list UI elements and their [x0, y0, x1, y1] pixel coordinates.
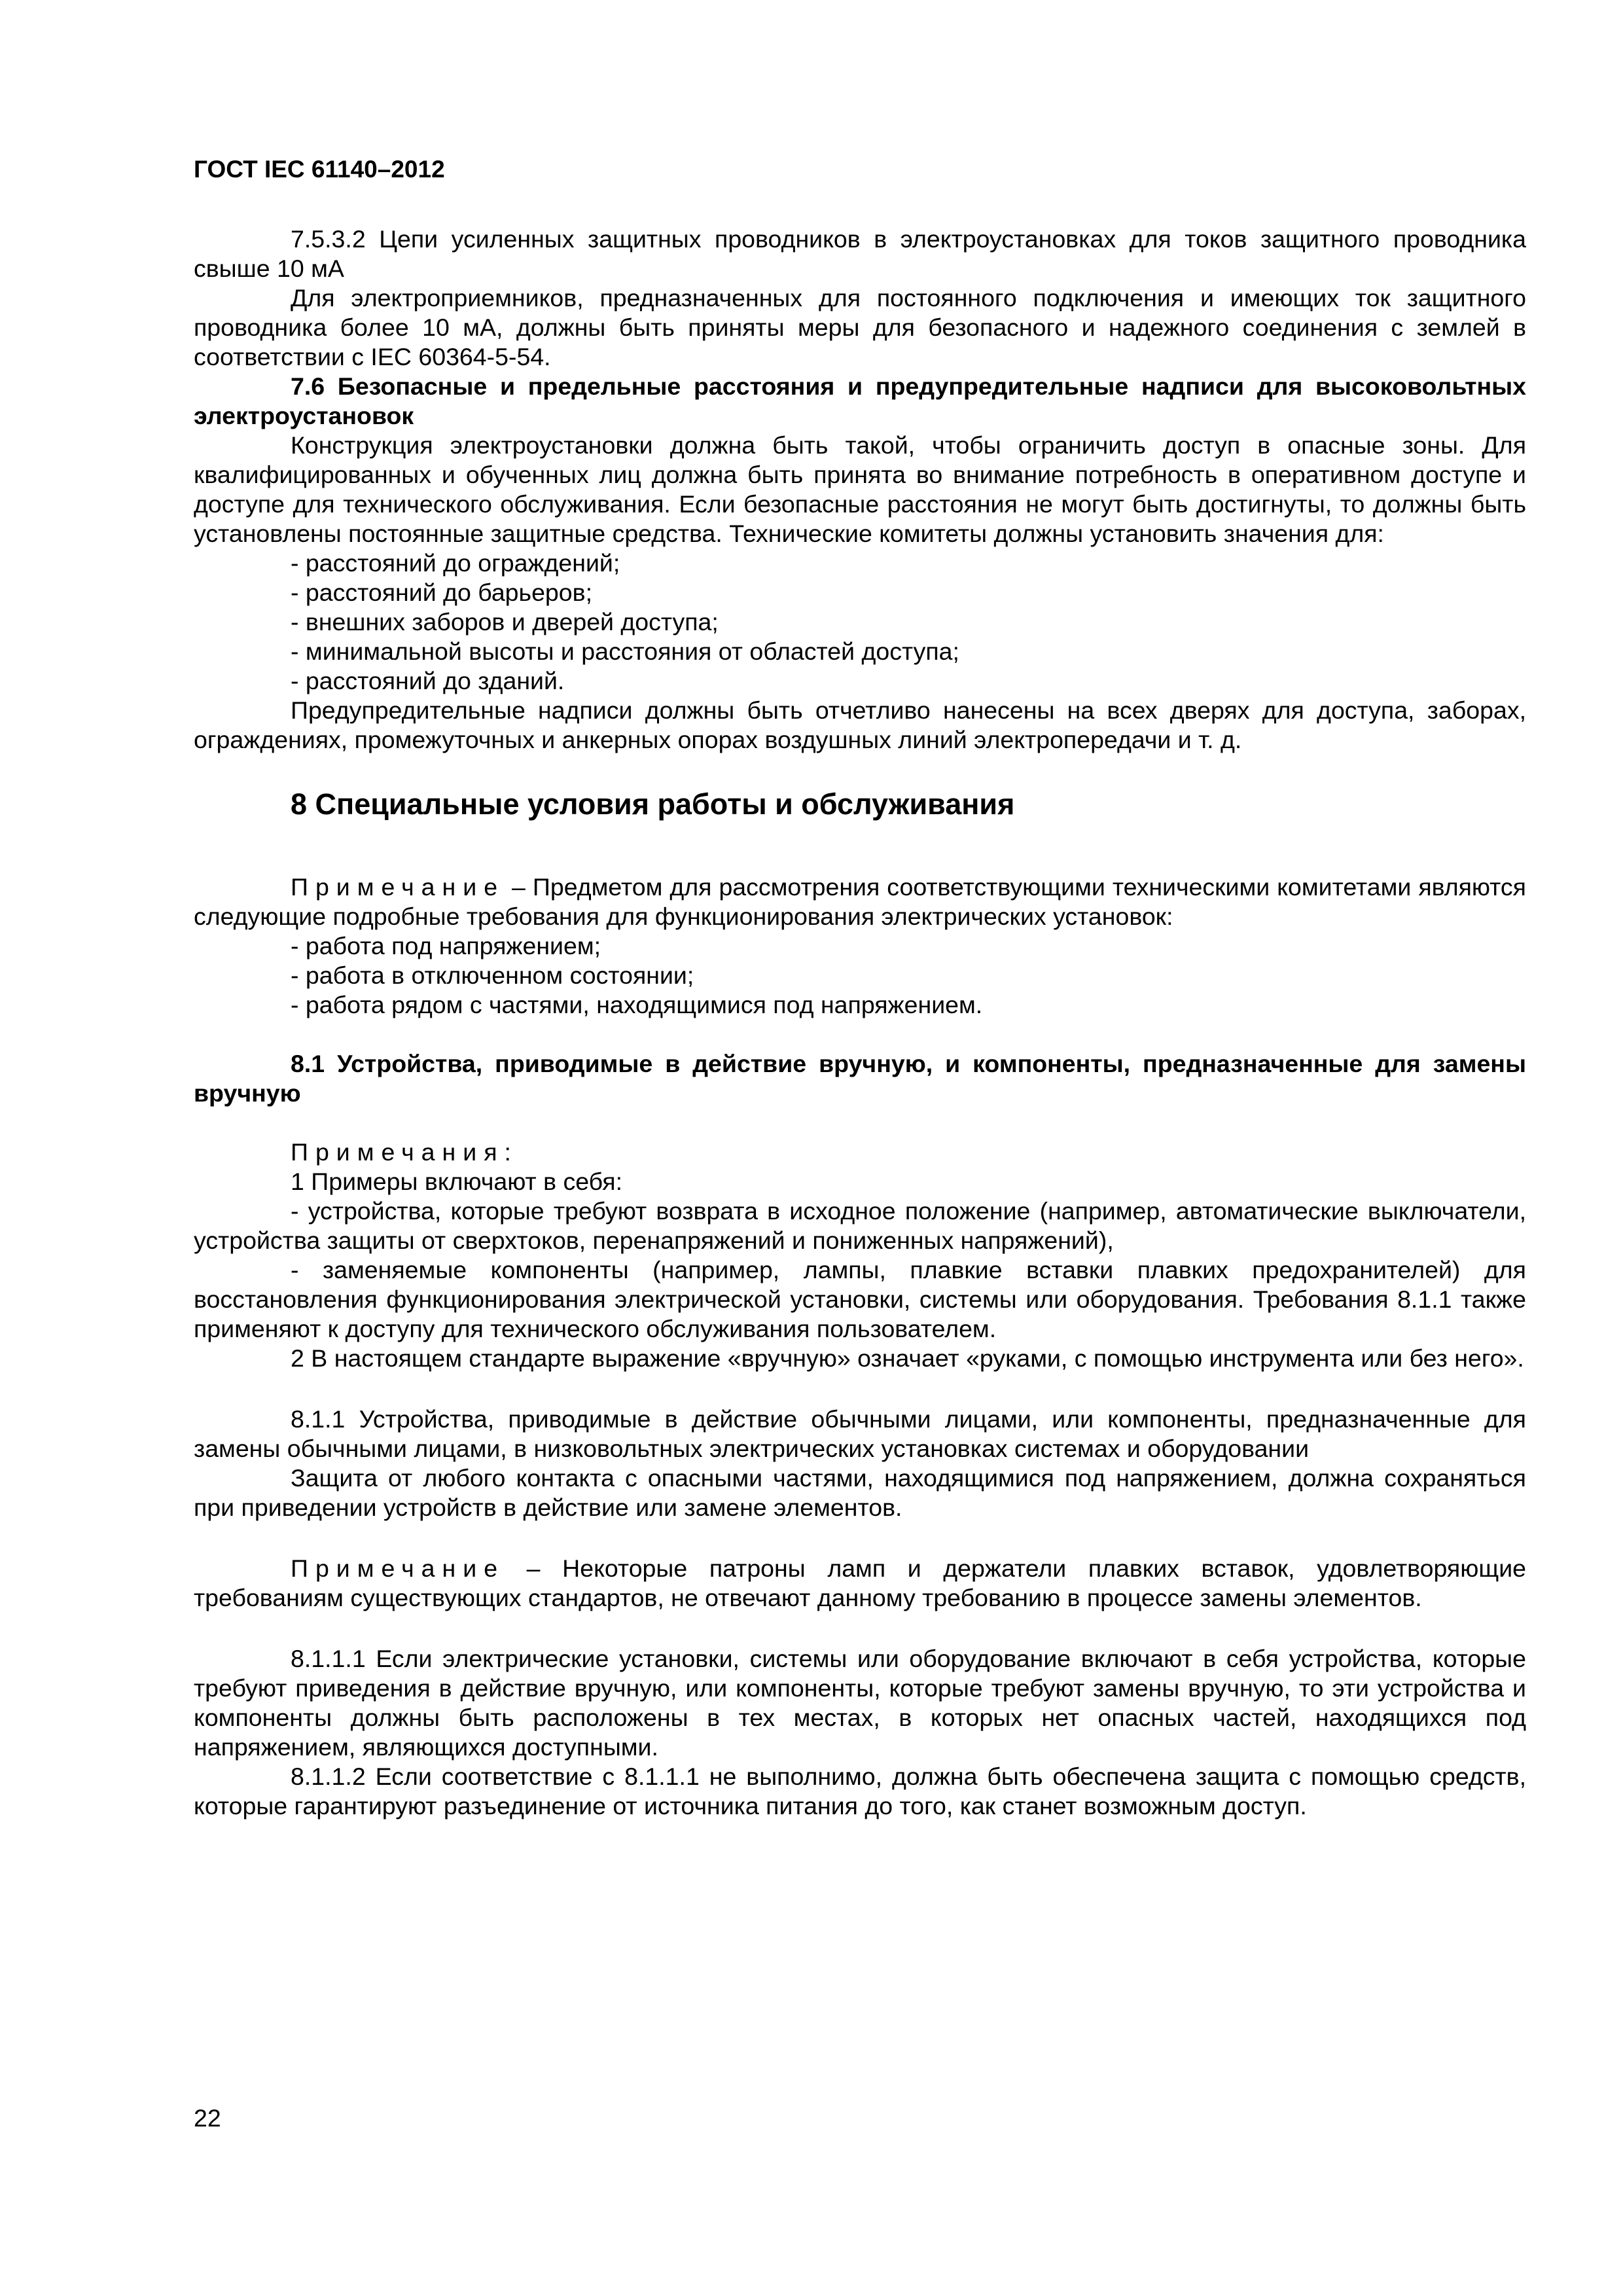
list-item: - работа рядом с частями, находящимися под напряжением. [291, 991, 983, 1018]
section-8-1-notes-label [194, 1138, 1526, 1167]
list-item: - расстояний до ограждений; [291, 549, 620, 577]
note-label: Примечание [291, 873, 505, 901]
page-number: 22 [194, 2104, 221, 2132]
section-7-6-warning-text: Предупредительные надписи должны быть отчетливо нанесены на всех дверях для доступа, заборах, ограждениях, промежуточных и анкерных опорах воздушных линий электропередачи и т. д. [194, 696, 1526, 753]
note-1: 1 Примеры включают в себя: [291, 1168, 623, 1195]
section-8-1-title: 8.1 Устройства, приводимые в действие вручную, и компоненты, предназначенные для замены вручную [194, 1050, 1526, 1107]
section-8-1-1-title: 8.1.1 Устройства, приводимые в действие обычными лицами, или компоненты, предназначенные для замены обычными лицами, в низковольтных электрических установках системах и оборудовании [194, 1405, 1526, 1462]
note-1-item-b: - заменяемые компоненты (например, лампы, плавкие вставки плавких предохранителей) для восстановления функционирования электрической установки, системы или оборудования. Требования 8.1.1 также применяют к доступу для технического обслуживания пользователем. [194, 1256, 1526, 1342]
list-item: - работа в отключенном состоянии; [291, 961, 694, 989]
section-7-6-text: Конструкция электроустановки должна быть такой, чтобы ограничить доступ в опасные зоны. Для квалифицированных и обученных лиц должна быть принята во внимание потребность в оперативном доступе и доступе для технического обслуживания. Если безопасные расстояния не могут быть достигнуты, то должны быть установлены постоянные защитные средства. Технические комитеты должны установить значения для: [194, 431, 1526, 547]
section-8-1-1-2-text: 8.1.1.2 Если соответствие с 8.1.1.1 не выполнимо, должна быть обеспечена защита с помощью средств, которые гарантируют разъединение от источника питания до того, как станет возможным доступ. [194, 1763, 1526, 1820]
list-item: - расстояний до зданий. [291, 667, 565, 694]
section-8-1-1-text: Защита от любого контакта с опасными частями, находящимися под напряжением, должна сохраняться при приведении устройств в действие или замене элементов. [194, 1464, 1526, 1521]
note-text: – Некоторые патроны ламп и держатели плавких вставок, удовлетворяющие требованиям существующих стандартов, не отвечают данному требованию в процессе замены элементов. [194, 1554, 1526, 1611]
section-7-6-title: 7.6 Безопасные и предельные расстояния и предупредительные надписи для высоковольтных электроустановок [194, 372, 1526, 429]
section-8-1-1-1-text: 8.1.1.1 Если электрические установки, системы или оборудование включают в себя устройства, которые требуют приведения в действие вручную, или компоненты, которые требуют замены вручную, то эти устройства и компоненты должны быть расположены в тех местах, в которых нет опасных частей, находящихся под напряжением, являющихся доступными. [194, 1645, 1526, 1761]
list-item: - минимальной высоты и расстояния от областей доступа; [291, 637, 959, 665]
list-item: - расстояний до барьеров; [291, 579, 592, 606]
document-code: ГОСТ IEC 61140–2012 [194, 156, 445, 183]
list-item: - внешних заборов и дверей доступа; [291, 608, 719, 636]
note-label: Примечание [291, 1554, 505, 1582]
section-8-1-1-note [194, 1554, 1526, 1613]
note-1-item-a: - устройства, которые требуют возврата в исходное положение (например, автоматические выключатели, устройства защиты от сверхтоков, перенапряжений и пониженных напряжений), [194, 1197, 1526, 1254]
note-text: – Предметом для рассмотрения соответствующими техническими комитетами являются следующие подробные требования для функционирования электрических установок: [194, 873, 1526, 930]
section-7-5-3-2-text: Для электроприемников, предназначенных для постоянного подключения и имеющих ток защитного проводника более 10 мА, должны быть приняты меры для безопасного и надежного соединения с землей в соответствии с IEC 60364-5-54. [194, 284, 1526, 370]
section-7-5-3-2-title: 7.5.3.2 Цепи усиленных защитных проводников в электроустановках для токов защитного проводника свыше 10 мА [194, 225, 1526, 282]
section-8-heading: 8 Специальные условия работы и обслуживания [291, 787, 1015, 821]
list-item: - работа под напряжением; [291, 932, 601, 960]
note-2: 2 В настоящем стандарте выражение «вручную» означает «руками, с помощью инструмента или без него». [291, 1344, 1524, 1372]
notes-label: Примечания: [291, 1138, 518, 1166]
section-8-note [194, 872, 1526, 931]
